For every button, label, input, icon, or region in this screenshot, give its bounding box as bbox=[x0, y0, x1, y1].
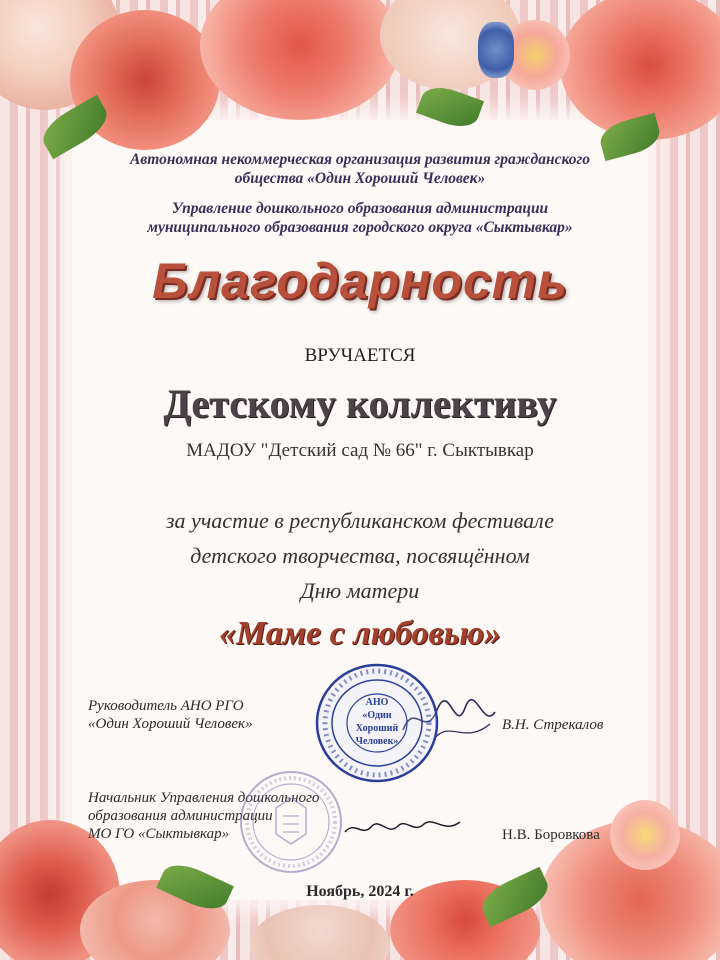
certificate-title: Благодарность bbox=[152, 253, 568, 309]
awarded-label: ВРУЧАЕТСЯ bbox=[304, 345, 416, 366]
signer-role-line: образования администрации bbox=[88, 808, 273, 824]
signer-role-line: МО ГО «Сыктывкар» bbox=[88, 826, 230, 842]
reason-line: за участие в республиканском фестивале bbox=[165, 508, 555, 533]
rose-decoration bbox=[610, 800, 680, 870]
issue-date: Ноябрь, 2024 г. bbox=[306, 883, 414, 900]
administration-stamp bbox=[236, 768, 346, 876]
recipient-name: Детскому коллективу bbox=[163, 381, 557, 426]
organization-name: МАДОУ "Детский сад № 66" г. Сыктывкар bbox=[186, 440, 534, 461]
signer-role-line: Руководитель АНО РГО bbox=[88, 698, 244, 714]
reason-line: детского творчества, посвящённом bbox=[190, 543, 530, 568]
signer-role-line: «Один Хороший Человек» bbox=[88, 716, 253, 732]
signer-role bbox=[88, 697, 253, 733]
signer-name: Н.В. Боровкова bbox=[502, 827, 600, 843]
header-line: Автономная некоммерческая организация развития гражданского bbox=[130, 151, 590, 168]
header-line: Управление дошкольного образования администрации bbox=[171, 200, 549, 217]
stamp-text: Человек» bbox=[355, 736, 399, 747]
header-line: муниципального образования городского округа «Сыктывкар» bbox=[147, 219, 573, 236]
handwritten-signature bbox=[340, 812, 470, 846]
muscari-decoration bbox=[478, 22, 514, 78]
header-line: общества «Один Хороший Человек» bbox=[234, 170, 486, 187]
reason-line: Дню матери bbox=[300, 578, 420, 603]
stamp-text: АНО bbox=[365, 697, 389, 708]
stamp-text: «Один bbox=[362, 710, 392, 721]
event-name: «Маме с любовью» bbox=[218, 615, 502, 652]
signer-name: В.Н. Стрекалов bbox=[502, 717, 604, 733]
stamp-text: Хороший bbox=[355, 723, 399, 734]
signer-role-line: Начальник Управления дошкольного bbox=[88, 790, 320, 806]
